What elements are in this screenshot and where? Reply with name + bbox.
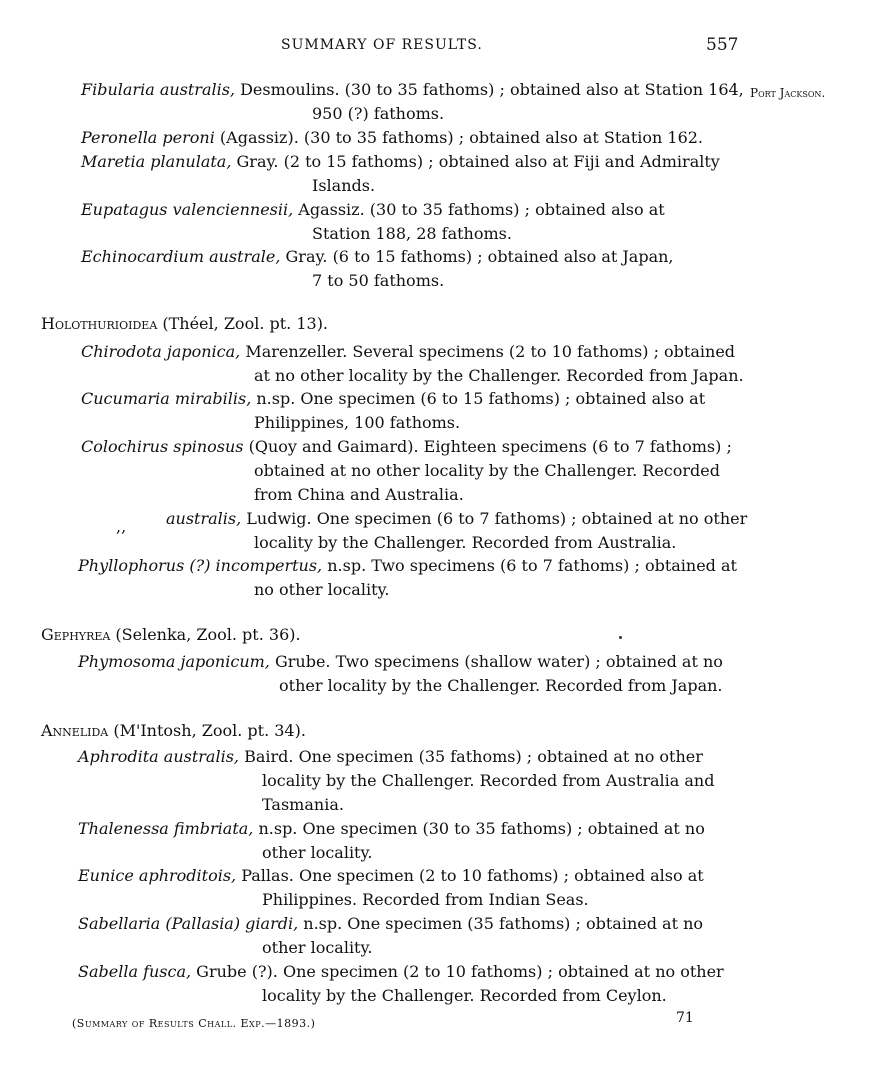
section-heading-gephyrea [41, 625, 301, 644]
entry-continuation: no other locality. [254, 580, 390, 599]
entry-continuation: locality by the Challenger. Recorded from Australia and [262, 771, 715, 790]
entry-text: n.sp. One specimen (6 to 15 fathoms) ; obtained also at [251, 389, 706, 408]
species-entry [78, 960, 724, 1008]
species-name: Eunice aphroditois, [78, 866, 237, 885]
species-entry [78, 650, 723, 698]
species-entry [81, 198, 665, 246]
entry-text: (Agassiz). (30 to 35 fathoms) ; obtained also at Station 162. [214, 128, 704, 147]
footer-note: (Summary of Results Chall. Exp.—1893.) [72, 1017, 316, 1030]
entry-text: n.sp. Two specimens (6 to 7 fathoms) ; obtained at [322, 556, 737, 575]
species-entry [81, 150, 720, 198]
entry-continuation: Philippines. Recorded from Indian Seas. [262, 890, 589, 909]
species-name: Colochirus spinosus [81, 437, 244, 456]
species-name: Cucumaria mirabilis, [81, 389, 252, 408]
species-name: Sabella fusca, [78, 962, 192, 981]
species-name: Aphrodita australis, [78, 747, 239, 766]
section-heading-name: Gephyrea [41, 625, 111, 644]
entry-text: Grube. Two specimens (shallow water) ; obtained at no [269, 652, 723, 671]
entry-text: Desmoulins. (30 to 35 fathoms) ; obtained also at Station 164, [235, 80, 744, 99]
running-header-title: SUMMARY OF RESULTS. [281, 37, 483, 53]
species-entry [81, 126, 703, 150]
entry-continuation: 950 (?) fathoms. [312, 104, 445, 123]
entry-text: n.sp. One specimen (30 to 35 fathoms) ; obtained at no [253, 819, 705, 838]
section-heading-name: Annelida [41, 721, 109, 740]
entry-text: Pallas. One specimen (2 to 10 fathoms) ; obtained also at [236, 866, 704, 885]
page-number: 557 [706, 35, 739, 55]
entry-continuation: locality by the Challenger. Recorded from Australia. [254, 533, 677, 552]
species-entry [81, 340, 744, 388]
section-heading-holothurioidea [41, 314, 328, 333]
entry-text: Gray. (6 to 15 fathoms) ; obtained also at Japan, [280, 247, 674, 266]
entry-text: n.sp. One specimen (35 fathoms) ; obtained at no [298, 914, 704, 933]
entry-continuation: obtained at no other locality by the Challenger. Recorded [254, 461, 720, 480]
species-name: Thalenessa fimbriata, [78, 819, 254, 838]
species-name: Echinocardium australe, [81, 247, 281, 266]
section-heading-annelida [41, 721, 306, 740]
species-name: Phymosoma japonicum, [78, 652, 270, 671]
species-name: Fibularia australis, [81, 80, 236, 99]
entry-text: Baird. One specimen (35 fathoms) ; obtained at no other [239, 747, 703, 766]
species-entry [81, 435, 732, 507]
section-heading-name: Holothurioidea [41, 314, 158, 333]
entry-text: Agassiz. (30 to 35 fathoms) ; obtained also at [293, 200, 665, 219]
species-entry [78, 864, 704, 912]
entry-continuation: other locality. [262, 843, 373, 862]
entry-continuation: 7 to 50 fathoms. [312, 271, 445, 290]
entry-continuation: Station 188, 28 fathoms. [312, 224, 512, 243]
species-name: Sabellaria (Pallasia) giardi, [78, 914, 299, 933]
species-entry [78, 817, 705, 865]
species-name: Eupatagus valenciennesii, [81, 200, 294, 219]
entry-text: Grube (?). One specimen (2 to 10 fathoms) ; obtained at no other [191, 962, 724, 981]
species-entry [81, 245, 674, 293]
entry-continuation: other locality. [262, 938, 373, 957]
entry-continuation: from China and Australia. [254, 485, 464, 504]
entry-continuation: Philippines, 100 fathoms. [254, 413, 461, 432]
entry-text: Ludwig. One specimen (6 to 7 fathoms) ; obtained at no other [241, 509, 748, 528]
entry-continuation: Islands. [312, 176, 376, 195]
printing-speck [619, 636, 622, 639]
species-name: australis, [166, 509, 242, 528]
species-name: Maretia planulata, [81, 152, 232, 171]
species-entry [81, 78, 744, 126]
species-entry [78, 912, 703, 960]
entry-text: Gray. (2 to 15 fathoms) ; obtained also at Fiji and Admiralty [231, 152, 720, 171]
species-name: Phyllophorus (?) incompertus, [78, 556, 323, 575]
margin-note-locality: Port Jackson. [750, 86, 826, 100]
species-entry [78, 554, 737, 602]
entry-continuation: locality by the Challenger. Recorded from Ceylon. [262, 986, 667, 1005]
species-entry [81, 387, 705, 435]
ditto-mark: ,, [116, 517, 127, 536]
section-heading-reference: (M'Intosh, Zool. pt. 34). [108, 721, 306, 740]
section-heading-reference: (Théel, Zool. pt. 13). [157, 314, 329, 333]
species-entry [78, 745, 714, 817]
entry-continuation: other locality by the Challenger. Recorded from Japan. [279, 676, 723, 695]
species-entry [166, 507, 747, 555]
entry-continuation: at no other locality by the Challenger. Recorded from Japan. [254, 366, 744, 385]
entry-continuation: Tasmania. [262, 795, 344, 814]
species-name: Chirodota japonica, [81, 342, 241, 361]
species-name: Peronella peroni [81, 128, 215, 147]
entry-text: (Quoy and Gaimard). Eighteen specimens (6 to 7 fathoms) ; [243, 437, 732, 456]
entry-text: Marenzeller. Several specimens (2 to 10 fathoms) ; obtained [240, 342, 736, 361]
signature-mark: 71 [676, 1010, 694, 1026]
section-heading-reference: (Selenka, Zool. pt. 36). [110, 625, 301, 644]
